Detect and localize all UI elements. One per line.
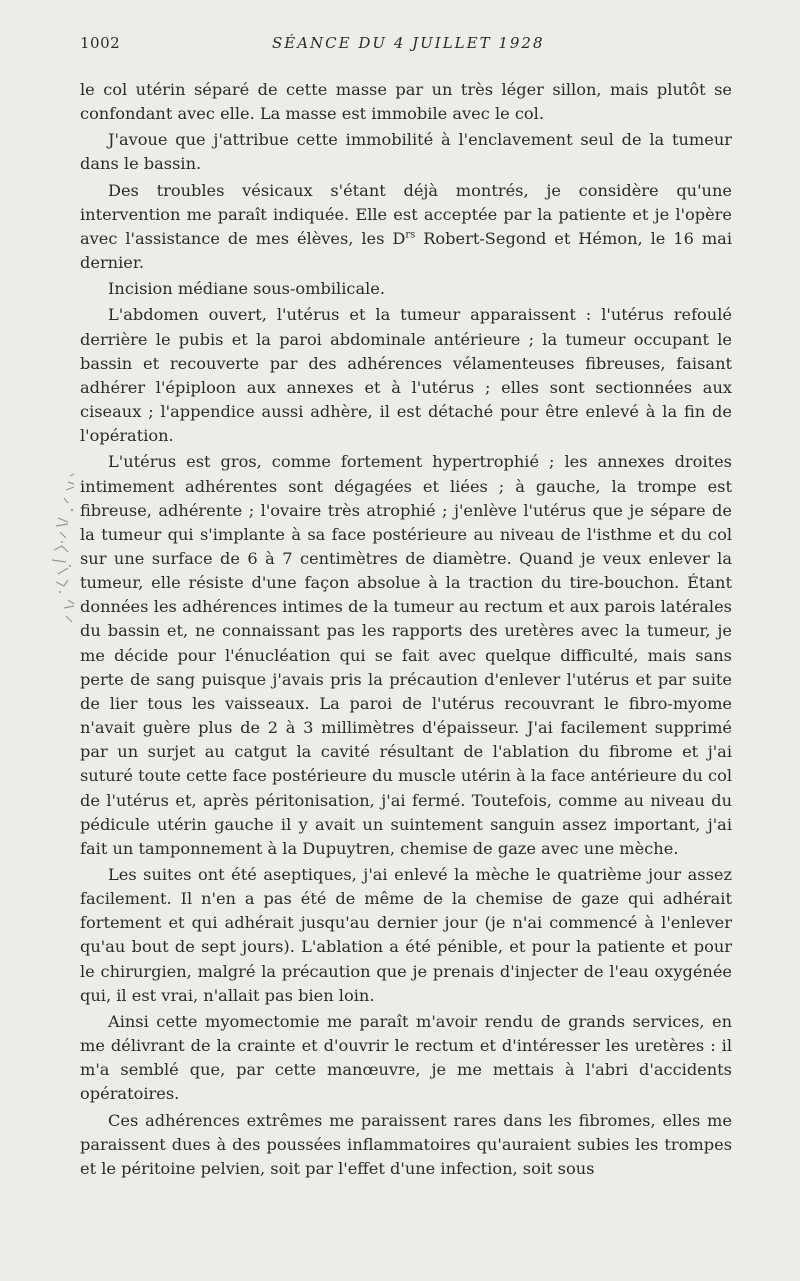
paragraph: Ces adhérences extrêmes me paraissent rares dans les fibromes, elles me paraissent dues à des poussées inflammatoires qu'auraient subies les trompes et le péritoine pelvien, soit par l'effet d'une infection, soit sous bbox=[80, 1110, 732, 1178]
paragraph: L'abdomen ouvert, l'utérus et la tumeur apparaissent : l'utérus refoulé derrière le pubis et la paroi abdominale antérieure ; la tumeur occupant le bassin et recouverte par des adhérences vélamenteuses fibreuses, faisant adhérer l'épiploon aux annexes et à l'utérus ; elles sont sectionnées aux ciseaux ; l'appendice aussi adhère, il est détaché pour être enlevé à la fin de l'opération. bbox=[80, 305, 732, 446]
paragraph: J'avoue que j'attribue cette immobilité à l'enclavement seul de la tumeur dans le bassin. bbox=[80, 130, 732, 174]
page-number: 1002 bbox=[80, 34, 121, 52]
article-body bbox=[80, 78, 732, 1183]
superscript-abbreviation: rs bbox=[405, 229, 416, 241]
paragraph-continuation: le col utérin séparé de cette masse par un très léger sillon, mais plutôt se confondant avec elle. La masse est immobile avec le col. bbox=[80, 80, 732, 124]
running-header bbox=[80, 34, 732, 58]
paragraph: Les suites ont été aseptiques, j'ai enlevé la mèche le quatrième jour assez facilement. Il n'en a pas été de même de la chemise de gaze qui adhérait fortement et qui adhérait jusqu'au dernier jour (je n'ai commencé à l'enlever qu'au bout de sept jours). L'ablation a été pénible, et pour la patiente et pour le chirurgien, malgré la précaution que je prenais d'injecter de l'eau oxygénée qui, il est vrai, n'allait pas bien loin. bbox=[80, 865, 732, 1005]
paragraph: Incision médiane sous-ombilicale. bbox=[108, 279, 385, 299]
paragraph-text: Des troubles vésicaux s'étant déjà montrés, je considère qu'une intervention me paraît indiquée. Elle est acceptée par la patiente et je l'opère avec l'assistance de mes élèves, les D bbox=[80, 180, 732, 248]
running-title: SÉANCE DU 4 JUILLET 1928 bbox=[272, 34, 545, 52]
library-stamp-mark bbox=[40, 470, 78, 630]
paragraph: L'utérus est gros, comme fortement hypertrophié ; les annexes droites intimement adhérentes sont dégagées et liées ; à gauche, la trompe est fibreuse, adhérente ; l'ovaire très atrophié ; j'enlève l'utérus que je sépare de la tumeur qui s'implante à sa face postérieure au niveau de l'isthme et du col sur une surface de 6 à 7 centimètres de diamètre. Quand je veux enlever la tumeur, elle résiste d'une façon absolue à la traction du tire-bouchon. Étant données les adhérences intimes de la tumeur au rectum et aux parois latérales du bassin et, ne connaissant pas les rapports des uretères avec la tumeur, je me décide pour l'énucléation qui se fait avec quelque difficulté, mais sans perte de sang puisque j'avais pris la précaution d'enlever l'utérus et par suite de lier tous les vaisseaux. La paroi de l'utérus recouvrant le fibro-myome n'avait guère plus de 2 à 3 millimètres d'épaisseur. J'ai facilement supprimé par un surjet au catgut la cavité résultant de l'ablation du fibrome et j'ai suturé toute cette face postérieure du muscle utérin à la face antérieure du col de l'utérus et, après péritonisation, j'ai fermé. Toutefois, comme au niveau du pédicule utérin gauche il y avait un suintement sanguin assez important, j'ai fait un tamponnement à la Dupuytren, chemise de gaze avec une mèche. bbox=[80, 452, 732, 858]
paragraph-text: Robert-Segond et Hémon, le 16 mai dernier. bbox=[80, 228, 732, 273]
paragraph bbox=[80, 179, 732, 276]
paragraph: Ainsi cette myomectomie me paraît m'avoir rendu de grands services, en me délivrant de la crainte et d'ouvrir le rectum et d'intéresser les uretères : il m'a semblé que, par cette manœuvre, je me mettais à l'abri d'accidents opératoires. bbox=[80, 1011, 732, 1104]
